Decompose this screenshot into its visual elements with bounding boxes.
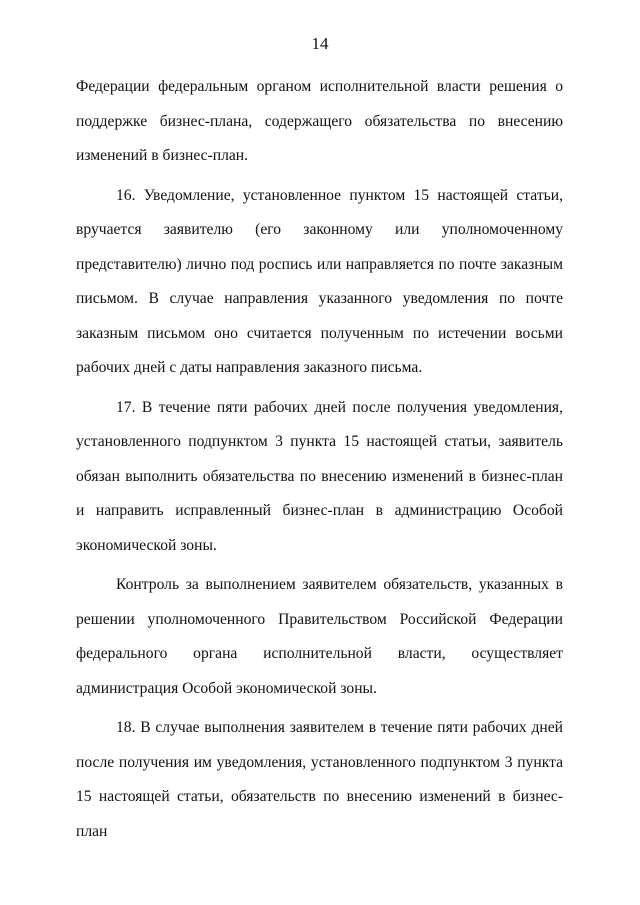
paragraph-control: Контроль за выполнением заявителем обязательств, указанных в решении уполномоченного Правительством Российской Федерации федерального органа исполнительной власти, осуществляет администрация Особой экономической зоны.	[76, 576, 563, 697]
page-number: 14	[311, 34, 329, 53]
paragraph-continuation: Федерации федеральным органом исполнительной власти решения о поддержке бизнес-плана, содержащего обязательства по внесению изменений в бизнес-план.	[76, 78, 563, 164]
paragraph-16: 16. Уведомление, установленное пунктом 15 настоящей статьи, вручается заявителю (его законному или уполномоченному представителю) лично под роспись или направляется по почте заказным письмом. В случае направления указанного уведомления по почте заказным письмом оно считается полученным по истечении восьми рабочих дней с даты направления заказного письма.	[76, 186, 563, 376]
paragraph-17: 17. В течение пяти рабочих дней после получения уведомления, установленного подпунктом 3 пункта 15 настоящей статьи, заявитель обязан выполнить обязательства по внесению изменений в бизнес-план и направить исправленный бизнес-план в администрацию Особой экономической зоны.	[76, 398, 563, 554]
document-body	[76, 70, 563, 854]
paragraph-18: 18. В случае выполнения заявителем в течение пяти рабочих дней после получения им уведомления, установленного подпунктом 3 пункта 15 настоящей статьи, обязательств по внесению изменений в бизнес-план	[76, 719, 563, 840]
